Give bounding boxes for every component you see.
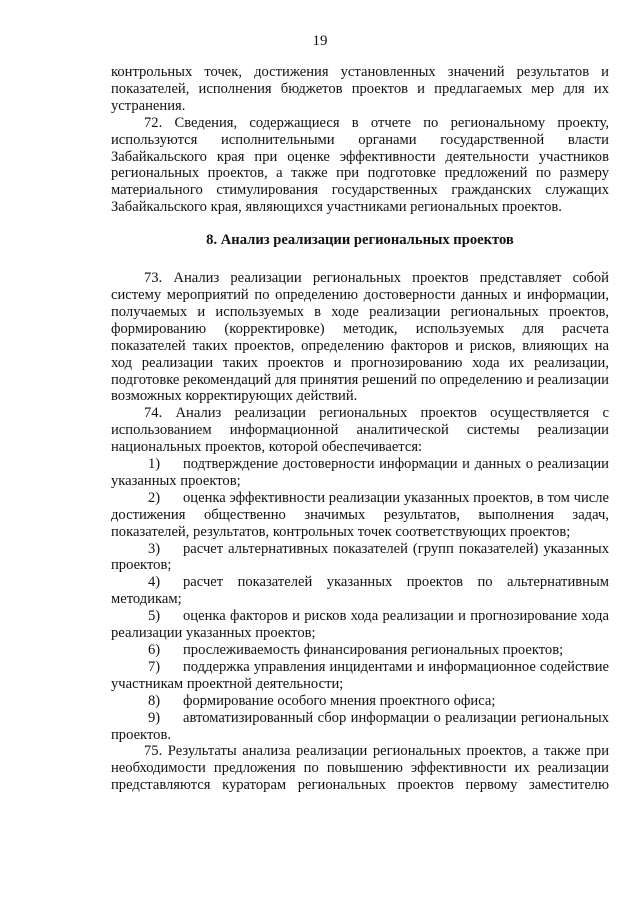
list-item	[111, 693, 609, 710]
list-item-text: поддержка управления инцидентами и информационное содействие участникам проектной деятельности;	[111, 658, 609, 692]
list-item-number: 1)	[148, 456, 161, 473]
list-item-number: 4)	[148, 574, 161, 591]
document-body	[111, 64, 609, 794]
list-item-number: 9)	[148, 709, 161, 726]
list-item-text: формирование особого мнения проектного офиса;	[183, 692, 496, 709]
list-item-number: 8)	[148, 692, 161, 709]
list-item	[111, 490, 609, 541]
list-item	[111, 659, 609, 693]
section-heading: 8. Анализ реализации региональных проектов	[206, 232, 514, 249]
list-item	[111, 574, 609, 608]
list-item	[111, 642, 609, 659]
paragraph-74: 74. Анализ реализации региональных проектов осуществляется с использованием информационной аналитической системы реализации национальных проектов, которой обеспечивается:	[111, 405, 609, 456]
paragraph-73: 73. Анализ реализации региональных проектов представляет собой систему мероприятий по определению достоверности данных и информации, получаемых и используемых в ходе реализации региональных проектов, формированию (корректировке) методик, используемых для расчета показателей таких проектов, определению факторов и рисков, влияющих на ход реализации таких проектов и прогнозированию хода их реализации, подготовке рекомендаций для принятия решений по определению и реализации возможных корректирующих действий.	[111, 270, 609, 405]
list-item-text: оценка эффективности реализации указанных проектов, в том числе достижения общественно значимых результатов, выполнения задач, показателей, результатов, контрольных точек соответствующих проектов;	[111, 489, 609, 540]
list-item-number: 3)	[148, 540, 161, 557]
list-item-text: оценка факторов и рисков хода реализации и прогнозирование хода реализации указанных проектов;	[111, 608, 609, 642]
intro-paragraph: контрольных точек, достижения установленных значений результатов и показателей, исполнения бюджетов проектов и предлагаемых мер для их устранения.	[111, 64, 609, 114]
paragraph-72: 72. Сведения, содержащиеся в отчете по региональному проекту, используются исполнительными органами государственной власти Забайкальского края при оценке эффективности деятельности участников региональных проектов, а также при подготовке предложений по размеру материального стимулирования государственных гражданских служащих Забайкальского края, являющихся участниками региональных проектов.	[111, 114, 609, 216]
list-item-text: подтверждение достоверности информации и данных о реализации указанных проектов;	[111, 456, 609, 489]
list-item	[111, 608, 609, 642]
list-item-text: автоматизированный сбор информации о реализации региональных проектов.	[111, 709, 609, 743]
list-item	[111, 541, 609, 575]
list-item-text: расчет альтернативных показателей (групп показателей) указанных проектов;	[111, 540, 609, 574]
list-item-text: прослеживаемость финансирования региональных проектов;	[183, 642, 564, 658]
list-item-number: 2)	[148, 489, 161, 506]
list-item-number: 5)	[148, 608, 161, 625]
list-item	[111, 456, 609, 490]
list-item-text: расчет показателей указанных проектов по альтернативным методикам;	[111, 574, 609, 608]
paragraph-75: 75. Результаты анализа реализации региональных проектов, а также при необходимости предложения по повышению эффективности их реализации представляются кураторам региональных проектов первому заместителю	[111, 743, 609, 794]
list-item	[111, 710, 609, 744]
page-number: 19	[312, 33, 328, 49]
list-item-number: 6)	[148, 642, 161, 658]
list-item-number: 7)	[148, 658, 161, 675]
